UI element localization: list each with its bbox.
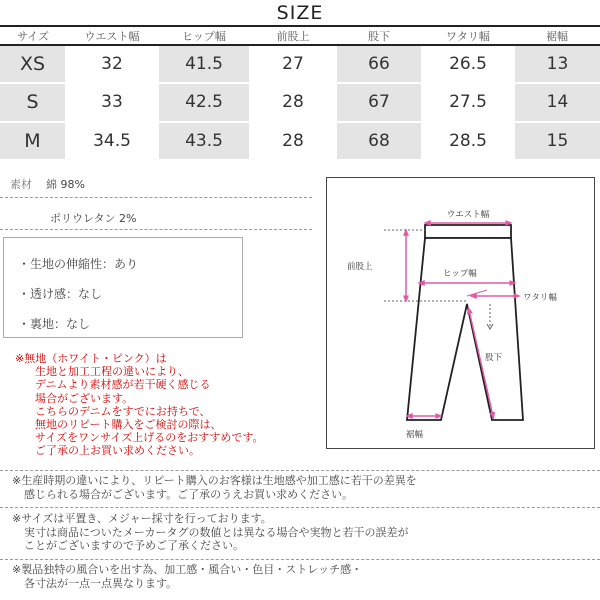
plain-note-line: ご了承の上お買い求めください。	[35, 444, 200, 458]
fabric-properties-box	[3, 237, 243, 338]
table-cell: 27.5	[422, 83, 514, 121]
property-lining: ・裏地：なし	[18, 317, 91, 331]
property-sheerness: ・透け感：なし	[18, 287, 103, 301]
table-cell: 27	[250, 45, 336, 83]
front-rise-label: 前股上	[347, 262, 373, 272]
measurement-diagram	[326, 177, 595, 449]
material-cotton: 綿 98%	[46, 178, 85, 191]
notes-divider	[0, 559, 600, 560]
texture-note-line: 各寸法が一点一点異なります。	[24, 576, 178, 590]
table-cell: 33	[66, 83, 158, 121]
plain-note-heading: ※無地（ホワイト・ピンク）は	[15, 352, 167, 365]
table-cell: 67	[336, 83, 422, 121]
header-waist: ウエスト幅	[66, 27, 158, 45]
size-label: S	[0, 83, 66, 121]
pants-outline	[407, 238, 523, 420]
property-stretch: ・生地の伸縮性：あり	[18, 257, 139, 271]
measurement-note-line: ことがございますので予めご了承ください。	[24, 539, 244, 552]
plain-note-line: 無地のリピート購入をご検討の際は、	[35, 418, 222, 432]
size-label: M	[0, 122, 66, 160]
plain-note-line: サイズをワンサイズ上げるのをおすすめです。	[35, 431, 264, 445]
material-divider	[0, 229, 312, 230]
inseam-label: 股下	[485, 353, 503, 363]
notes-divider	[0, 470, 600, 471]
material-line-1	[10, 176, 85, 192]
texture-note	[12, 563, 587, 590]
table-cell: 28	[250, 83, 336, 121]
header-inseam: 股下	[336, 27, 422, 45]
table-row	[0, 83, 600, 121]
header-front-rise: 前股上	[250, 27, 336, 45]
production-note	[12, 474, 587, 501]
production-note-line: 感じられる場合がございます。ご了承のうえお買い求めください。	[24, 487, 354, 501]
table-cell: 32	[66, 45, 158, 83]
table-cell: 14	[514, 83, 600, 121]
plain-color-note	[15, 352, 325, 458]
table-cell: 34.5	[66, 122, 158, 160]
size-table-header	[0, 27, 600, 45]
material-label: 素材	[10, 178, 32, 191]
hem-label: 裾幅	[406, 430, 424, 440]
material-polyurethane: ポリウレタン 2%	[50, 212, 137, 225]
table-cell: 13	[514, 45, 600, 83]
plain-note-line: デニムより素材感が若干硬く感じる	[35, 378, 211, 392]
header-hip: ヒップ幅	[158, 27, 250, 45]
table-row	[0, 122, 600, 160]
table-cell: 41.5	[158, 45, 250, 83]
table-cell: 15	[514, 122, 600, 160]
header-size: サイズ	[0, 27, 66, 45]
waist-label: ウエスト幅	[446, 210, 490, 220]
table-cell: 42.5	[158, 83, 250, 121]
plain-note-line: 生地と加工工程の違いにより、	[35, 365, 189, 379]
plain-note-line: 場合がございます。	[35, 391, 134, 405]
measurement-note-line: 実寸は商品についたメーカータグの数値とは異なる場合や実物と若干の誤差が	[24, 525, 409, 539]
table-cell: 43.5	[158, 122, 250, 160]
size-title: SIZE	[276, 2, 324, 24]
table-cell: 26.5	[422, 45, 514, 83]
size-table	[0, 27, 600, 161]
texture-note-line: ※製品独特の風合いを出す為、加工感・風合い・色目・ストレッチ感・	[12, 563, 363, 576]
table-cell: 28.5	[422, 122, 514, 160]
size-label: XS	[0, 45, 66, 83]
notes-divider	[0, 507, 600, 508]
material-divider	[0, 197, 312, 198]
plain-note-line: こちらのデニムをすでにお持ちで、	[35, 404, 211, 418]
thigh-label: ワタリ幅	[523, 293, 557, 303]
hip-label: ヒップ幅	[443, 269, 477, 279]
header-hem: 裾幅	[514, 27, 600, 45]
measurement-note-line: ※サイズは平置き、メジャー採寸を行っております。	[12, 512, 272, 525]
table-cell: 68	[336, 122, 422, 160]
pants-diagram	[327, 178, 594, 448]
pants-waistband	[425, 225, 511, 238]
production-note-line: ※生産時期の違いにより、リピート購入のお客様は生地感や加工感に若干の差異を	[12, 474, 417, 487]
table-row	[0, 45, 600, 83]
header-thigh: ワタリ幅	[422, 27, 514, 45]
table-cell: 28	[250, 122, 336, 160]
table-cell: 66	[336, 45, 422, 83]
measurement-note	[12, 512, 587, 553]
